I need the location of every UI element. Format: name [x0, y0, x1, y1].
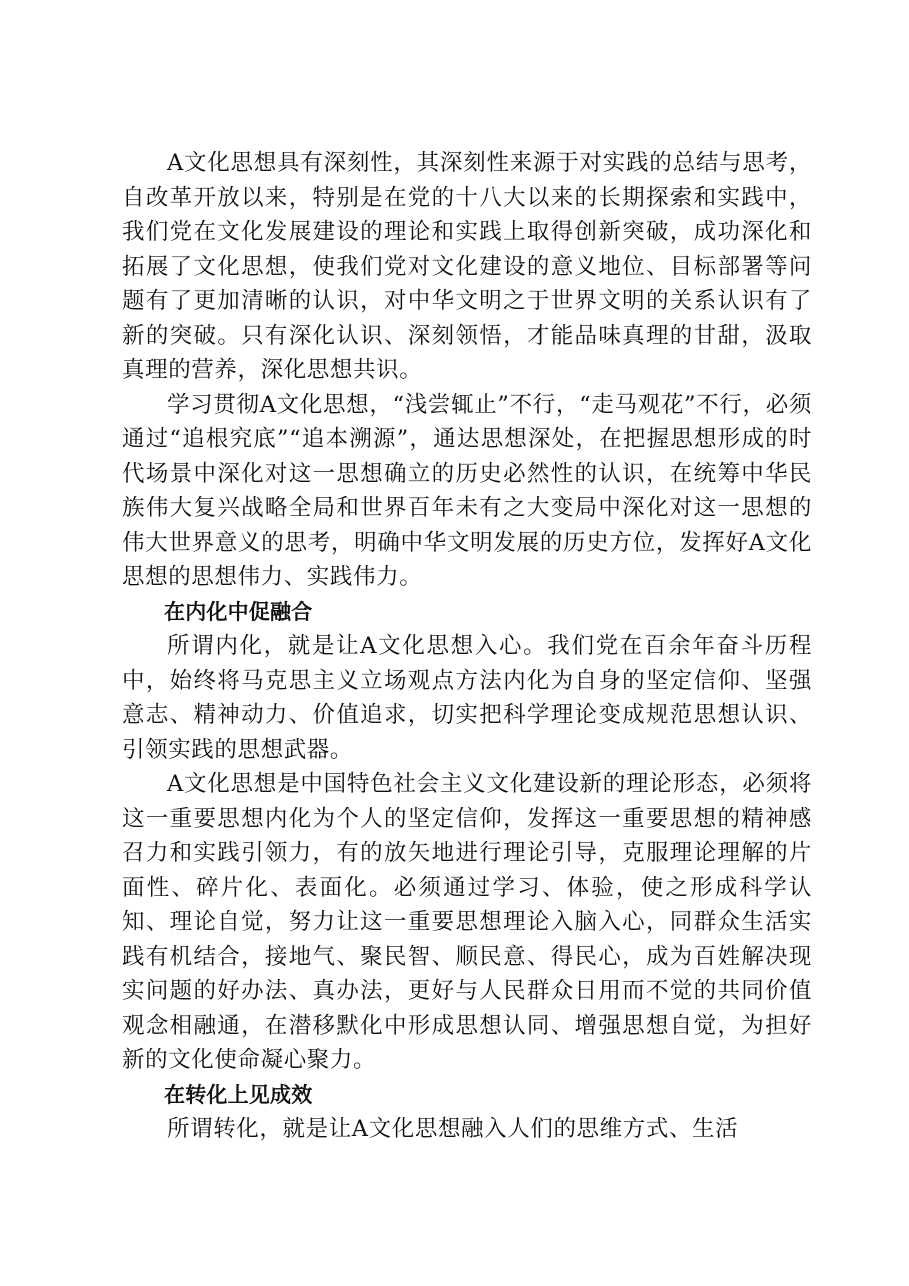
paragraph-internalize-detail: A文化思想是中国特色社会主义文化建设新的理论形态，必须将这一重要思想内化为个人的坚定信仰，发挥这一重要思想的精神感召力和实践引领力，有的放矢地进行理论引导，克服理论理解的片面性、碎片化、表面化。必须通过学习、体验，使之形成科学认知、理论自觉，努力让这一重要思想理论入脑入心，同群众生活实践有机结合，接地气、聚民智、顺民意、得民心，成为百姓解决现实问题的好办法、真办法，更好与人民群众日用而不觉的共同价值观念相融通，在潜移默化中形成思想认同、增强思想自觉，为担好新的文化使命凝心聚力。: [122, 771, 812, 1073]
section-heading-internalize: 在内化中促融合: [164, 599, 313, 624]
document-page: [122, 146, 812, 1147]
paragraph-transform-definition: 所谓转化，就是让A文化思想融入人们的思维方式、生活: [167, 1116, 739, 1142]
section-heading-transform: 在转化上见成效: [164, 1082, 313, 1107]
paragraph-internalize-definition: 所谓内化，就是让A文化思想入心。我们党在百余年奋斗历程中，始终将马克思主义立场观点方法内化为自身的坚定信仰、坚强意志、精神动力、价值追求，切实把科学理论变成规范思想认识、引领实践的思想武器。: [122, 633, 812, 763]
paragraph-depth: A文化思想具有深刻性，其深刻性来源于对实践的总结与思考，自改革开放以来，特别是在党的十八大以来的长期探索和实践中，我们党在文化发展建设的理论和实践上取得创新突破，成功深化和拓展了文化思想，使我们党对文化建设的意义地位、目标部署等问题有了更加清晰的认识，对中华文明之于世界文明的关系认识有了新的突破。只有深化认识、深刻领悟，才能品味真理的甘甜，汲取真理的营养，深化思想共识。: [122, 150, 812, 383]
paragraph-study: 学习贯彻A文化思想，“浅尝辄止”不行，“走马观花”不行，必须通过“追根究底”“追本溯源”，通达思想深处，在把握思想形成的时代场景中深化对这一思想确立的历史必然性的认识，在统筹中华民族伟大复兴战略全局和世界百年未有之大变局中深化对这一思想的伟大世界意义的思考，明确中华文明发展的历史方位，发挥好A文化思想的思想伟力、实践伟力。: [122, 391, 812, 590]
